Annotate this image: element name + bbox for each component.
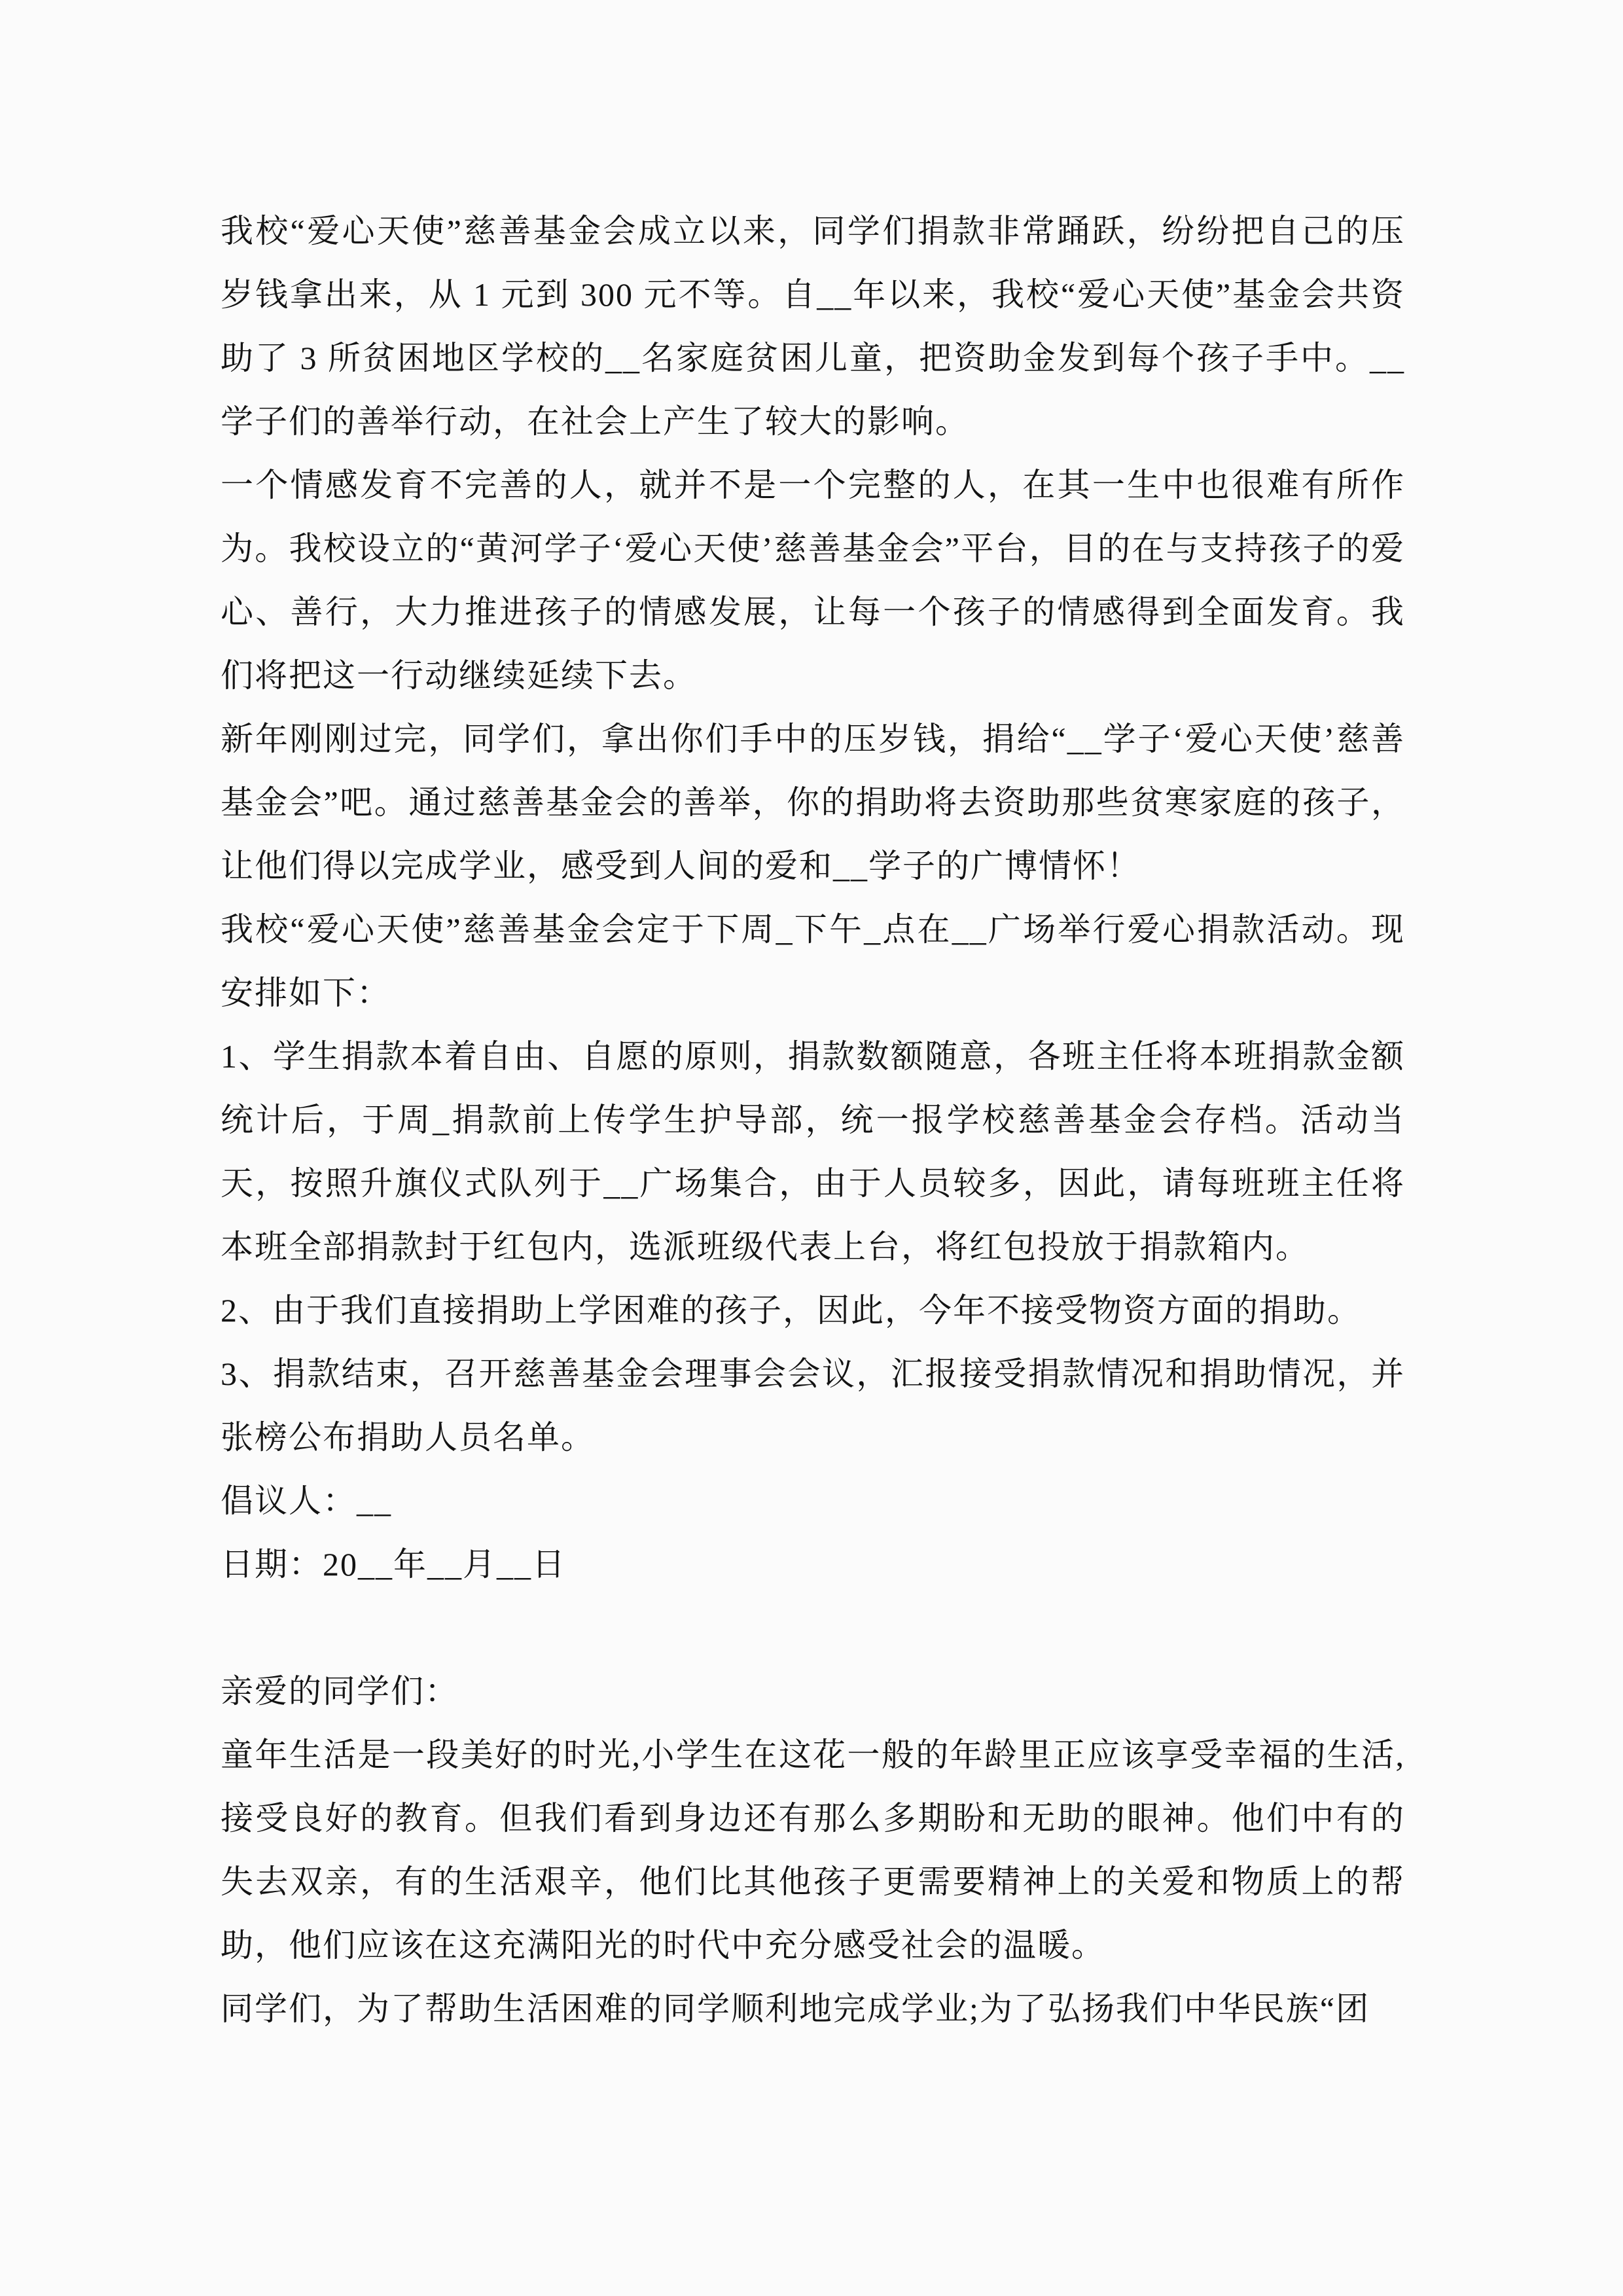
date-line: 日期：20__年__月__日 [221, 1546, 566, 1583]
document-paragraph-list-item: 1、学生捐款本着自由、自愿的原则，捐款数额随意，各班主任将本班捐款金额统计后，于周_捐款前上传学生护导部，统一报学校慈善基金会存档。活动当天，按照升旗仪式队列于__广场集合，由于人员较多，因此，请每班班主任将本班全部捐款封于红包内，选派班级代表上台，将红包投放于捐款箱内。 [221, 1038, 1405, 1265]
proposer-line: 倡议人：__ [221, 1482, 392, 1519]
document-paragraph: 童年生活是一段美好的时光,小学生在这花一般的年龄里正应该享受幸福的生活,接受良好的教育。但我们看到身边还有那么多期盼和无助的眼神。他们中有的失去双亲，有的生活艰辛，他们比其他孩子更需要精神上的关爱和物质上的帮助，他们应该在这充满阳光的时代中充分感受社会的温暖。 [221, 1736, 1405, 1964]
document-paragraph: 我校“爱心天使”慈善基金会定于下周_下午_点在__广场举行爱心捐款活动。现安排如下： [221, 911, 1405, 1011]
salutation-line: 亲爱的同学们： [221, 1673, 459, 1710]
document-paragraph: 同学们，为了帮助生活困难的同学顺利地完成学业;为了弘扬我们中华民族“团 [221, 1990, 1370, 2027]
document-paragraph: 新年刚刚过完，同学们，拿出你们手中的压岁钱，捐给“__学子‘爱心天使’慈善基金会”吧。通过慈善基金会的善举，你的捐助将去资助那些贫寒家庭的孩子，让他们得以完成学业，感受到人间的爱和__学子的广博情怀！ [221, 721, 1405, 884]
document-paragraph-list-item: 2、由于我们直接捐助上学困难的孩子，因此，今年不接受物资方面的捐助。 [221, 1292, 1361, 1329]
paragraph-spacer [221, 1596, 1405, 1660]
document-paragraph: 我校“爱心天使”慈善基金会成立以来，同学们捐款非常踊跃，纷纷把自己的压岁钱拿出来，从 1 元到 300 元不等。自__年以来，我校“爱心天使”基金会共资助了 3 所贫困地区学校的__名家庭贫困儿童，把资助金发到每个孩子手中。__学子们的善举行动，在社会上产生了较大的影响。 [221, 213, 1405, 440]
document-paragraph: 一个情感发育不完善的人，就并不是一个完整的人，在其一生中也很难有所作为。我校设立的“黄河学子‘爱心天使’慈善基金会”平台，目的在与支持孩子的爱心、善行，大力推进孩子的情感发展，让每一个孩子的情感得到全面发育。我们将把这一行动继续延续下去。 [221, 467, 1405, 694]
document-paragraph-list-item: 3、捐款结束，召开慈善基金会理事会会议，汇报接受捐款情况和捐助情况，并张榜公布捐助人员名单。 [221, 1355, 1405, 1456]
